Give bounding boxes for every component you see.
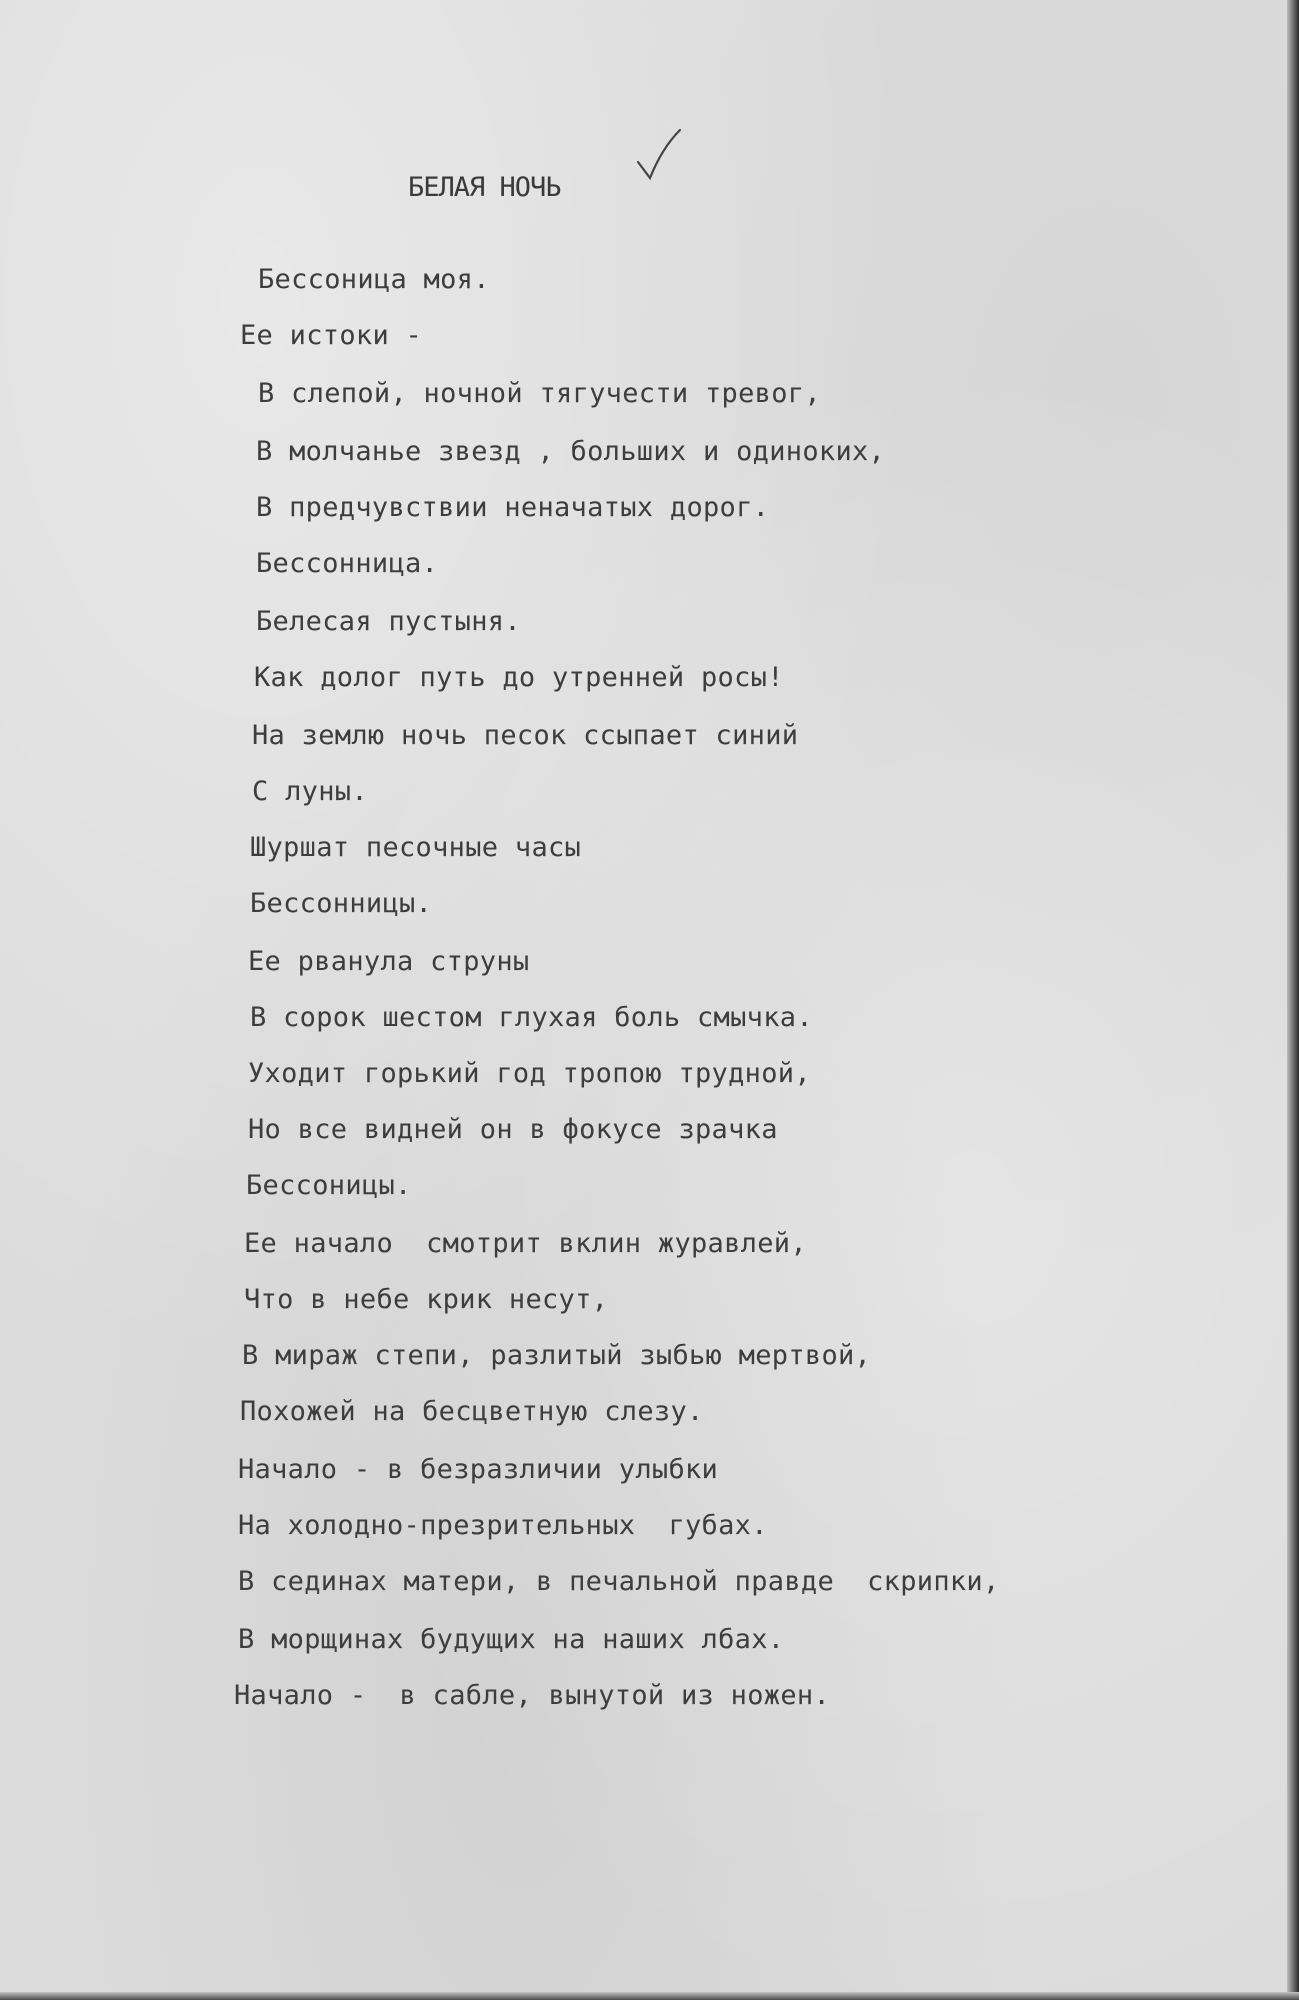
poem-line: Ее рванула струны: [248, 946, 530, 977]
poem-line: В слепой, ночной тягучести тревог,: [258, 378, 821, 409]
poem-title: БЕЛАЯ НОЧЬ: [408, 172, 561, 203]
poem-line: Ее истоки -: [240, 320, 423, 351]
poem-line: На землю ночь песок ссыпает синий: [252, 720, 799, 751]
page-bottom-edge: [0, 1992, 1299, 2000]
poem-line: В молчанье звезд , больших и одиноких,: [256, 436, 886, 467]
poem-line: В сорок шестом глухая боль смычка.: [250, 1002, 813, 1033]
poem-line: Белесая пустыня.: [256, 606, 521, 637]
poem-line: В предчувствии неначатых дорог.: [256, 492, 770, 523]
poem-line: Как долог путь до утренней росы!: [254, 662, 784, 693]
poem-line: С луны.: [252, 776, 368, 807]
poem-line: Бессоница моя.: [258, 264, 490, 295]
poem-line: Бессонница.: [256, 548, 439, 579]
poem-line: Что в небе крик несут,: [244, 1284, 609, 1315]
poem-line: В морщинах будущих на наших лбах.: [238, 1624, 785, 1655]
poem-line: Уходит горький год тропою трудной,: [248, 1058, 811, 1089]
poem-line: Начало - в безразличии улыбки: [238, 1454, 719, 1485]
poem-line: Но все видней он в фокусе зрачка: [248, 1114, 778, 1145]
poem-line: Бессоницы.: [246, 1170, 412, 1201]
page-edge-shadow: [1287, 0, 1299, 2000]
poem-line: Начало - в сабле, вынутой из ножен.: [234, 1680, 830, 1711]
poem-line: На холодно-презрительных губах.: [238, 1510, 768, 1541]
poem-line: В сединах матери, в печальной правде скрипки,: [238, 1566, 1000, 1597]
checkmark-icon: [636, 128, 682, 188]
poem-line: Бессонницы.: [250, 888, 433, 919]
poem-line: Похожей на бесцветную слезу.: [240, 1396, 704, 1427]
poem-line: Ее начало смотрит вклин журавлей,: [244, 1228, 807, 1259]
poem-line: Шуршат песочные часы: [250, 832, 582, 863]
poem-line: В мираж степи, разлитый зыбью мертвой,: [242, 1340, 872, 1371]
